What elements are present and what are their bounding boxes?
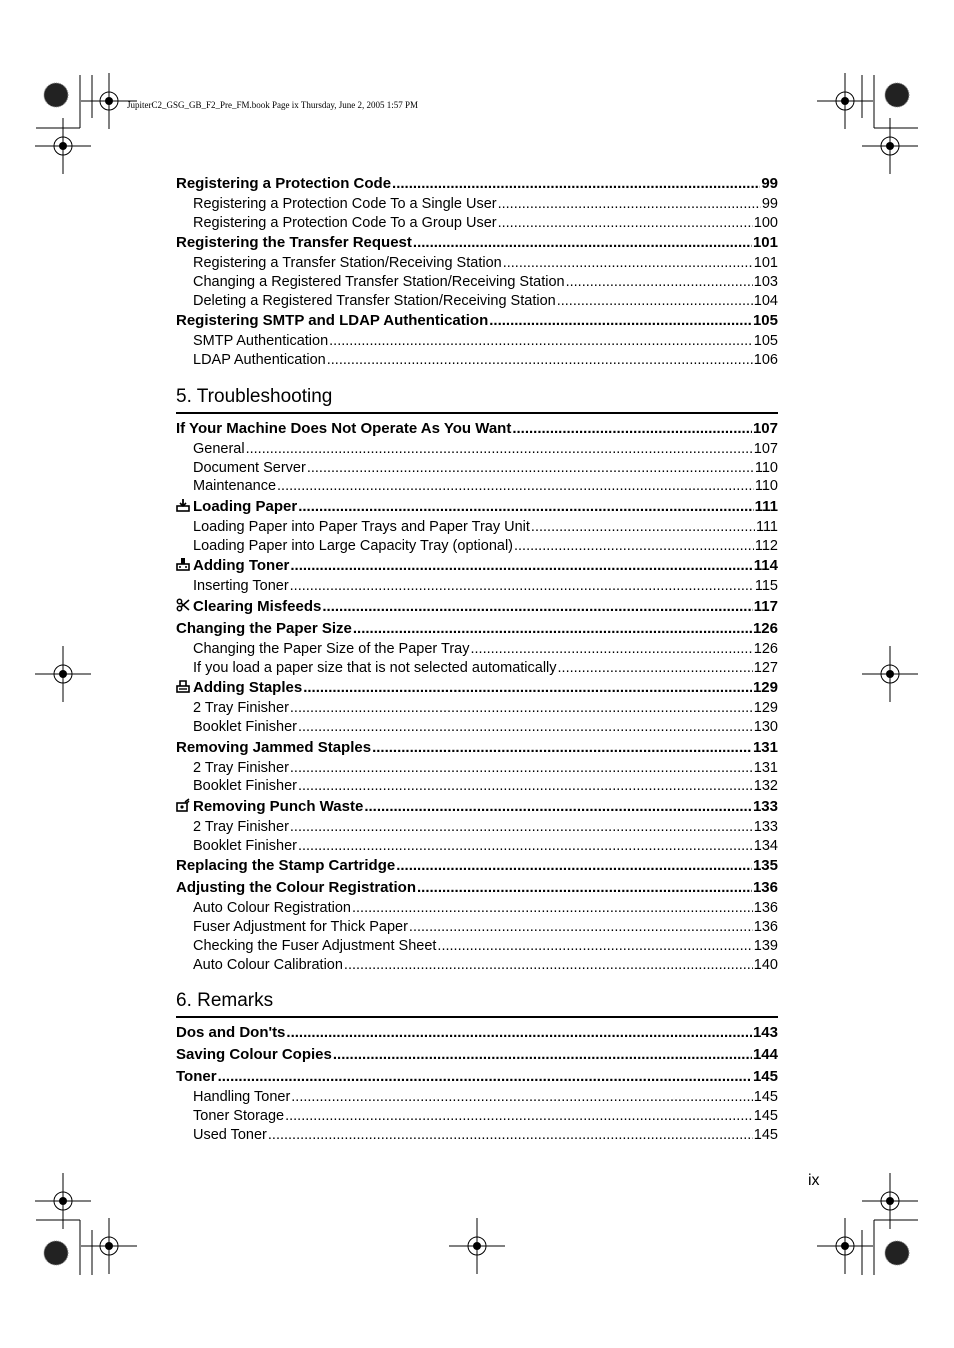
toc-title: Loading Paper into Paper Trays and Paper Tray Unit — [193, 518, 530, 535]
toc-page-number: 126 — [752, 619, 778, 637]
toc-title: Inserting Toner — [193, 578, 289, 595]
toc-subentry[interactable] — [176, 918, 778, 937]
toc-page-number: 139 — [753, 937, 778, 954]
dot-leader — [298, 837, 753, 856]
toc-title: Adding Toner — [193, 557, 290, 575]
toc-subentry[interactable] — [176, 459, 778, 478]
toc-entry[interactable] — [176, 173, 778, 195]
dot-leader — [514, 537, 754, 556]
dot-leader — [298, 777, 753, 796]
dot-leader — [344, 956, 753, 975]
toc-title: Maintenance — [193, 478, 277, 495]
toc-page-number: 131 — [752, 738, 778, 756]
toc-title: Loading Paper — [193, 497, 298, 515]
toc-title: Registering a Protection Code To a Single User — [193, 196, 497, 212]
toc-title: Toner Storage — [193, 1107, 285, 1124]
toc-page-number: 129 — [753, 700, 778, 717]
dot-leader — [307, 459, 754, 478]
toc-subentry[interactable] — [176, 518, 778, 537]
toc-entry[interactable] — [176, 677, 778, 699]
toc-title: Booklet Finisher — [193, 837, 297, 854]
toc-subentry[interactable] — [176, 292, 778, 311]
toc-title: Deleting a Registered Transfer Station/Receiving Station — [193, 292, 556, 309]
toc-title: Removing Jammed Staples — [176, 738, 372, 756]
toc-entry[interactable] — [176, 618, 778, 640]
toc-page-number: 117 — [753, 597, 778, 615]
dot-leader — [333, 1044, 752, 1066]
toc-page-number: 136 — [753, 919, 778, 936]
toc-page-number: 114 — [753, 557, 778, 575]
toc-title: Handling Toner — [193, 1089, 291, 1106]
dot-leader — [392, 173, 760, 195]
dot-leader — [503, 254, 753, 273]
toc-page-number: 99 — [761, 175, 778, 192]
toc-entry[interactable] — [176, 596, 778, 618]
dot-leader — [470, 640, 752, 659]
toc-entry[interactable] — [176, 877, 778, 899]
dot-leader — [322, 596, 752, 618]
toc-title: Adjusting the Colour Registration — [176, 879, 416, 897]
toc-page-number: 99 — [761, 196, 778, 212]
toc-title: General — [193, 440, 245, 457]
toc-subentry[interactable] — [176, 440, 778, 459]
toc-entry[interactable] — [176, 796, 778, 818]
dot-leader — [291, 1088, 753, 1107]
dot-leader — [329, 332, 753, 351]
toc-title: Fuser Adjustment for Thick Paper — [193, 919, 408, 936]
toc-entry[interactable] — [176, 310, 778, 332]
dot-leader — [290, 759, 753, 778]
toc-title: Registering SMTP and LDAP Authentication — [176, 312, 489, 330]
toc-title: Registering a Transfer Station/Receiving Station — [193, 255, 502, 272]
toc-subentry[interactable] — [176, 777, 778, 796]
toc-title: Replacing the Stamp Cartridge — [176, 857, 396, 875]
toc-title: Booklet Finisher — [193, 778, 297, 795]
toc-page-number: 111 — [754, 497, 778, 515]
toc-subentry[interactable] — [176, 351, 778, 370]
toc-subentry[interactable] — [176, 477, 778, 496]
toc-page-number: 136 — [752, 879, 778, 897]
dot-leader — [290, 577, 754, 596]
add-staples-icon — [176, 678, 190, 692]
toc-subentry[interactable] — [176, 214, 778, 233]
dot-leader — [498, 214, 753, 233]
dot-leader — [352, 899, 753, 918]
toc-entry[interactable] — [176, 1044, 778, 1066]
toc-title: Changing the Paper Size of the Paper Tray — [193, 640, 470, 657]
toc-page-number: 129 — [752, 679, 778, 697]
toc-subentry[interactable] — [176, 577, 778, 596]
toc-page-number: 140 — [753, 956, 778, 973]
toc-page-number: 145 — [752, 1068, 778, 1086]
dot-leader — [558, 659, 753, 678]
toc-page-number: 130 — [753, 719, 778, 735]
toc-title: Registering a Protection Code To a Group User — [193, 214, 497, 231]
toc-page-number: 135 — [752, 857, 778, 875]
toc-page-number: 101 — [752, 234, 778, 252]
toc-title: Dos and Don'ts — [176, 1024, 286, 1042]
toc-subentry[interactable] — [176, 956, 778, 975]
toc-page-number: 106 — [753, 352, 778, 369]
toc-subentry[interactable] — [176, 818, 778, 837]
chapter-heading: 6. Remarks — [176, 990, 778, 1018]
toc-title: Adding Staples — [193, 679, 303, 697]
toc-page-number: 131 — [753, 759, 778, 776]
toc-page-number: 145 — [753, 1126, 778, 1143]
dot-leader — [531, 518, 755, 537]
dot-leader — [353, 618, 752, 640]
toc-subentry[interactable] — [176, 195, 778, 214]
add-toner-icon — [176, 556, 190, 570]
dot-leader — [218, 1066, 752, 1088]
toc-subentry[interactable] — [176, 332, 778, 351]
toc-page-number: 143 — [752, 1024, 778, 1042]
toc-entry[interactable] — [176, 496, 778, 518]
dot-leader — [246, 440, 753, 459]
toc-page-number: 111 — [755, 518, 778, 535]
toc-title: Booklet Finisher — [193, 719, 297, 735]
toc-title: LDAP Authentication — [193, 352, 326, 369]
dot-leader — [512, 418, 752, 440]
table-of-contents — [176, 173, 778, 1144]
toc-page-number: 145 — [753, 1089, 778, 1106]
dot-leader — [437, 937, 752, 956]
load-paper-icon — [176, 497, 190, 511]
dot-leader — [413, 232, 752, 254]
punch-waste-icon — [176, 797, 190, 811]
toc-page-number: 110 — [754, 459, 778, 476]
toc-page-number: 104 — [753, 292, 778, 309]
toc-entry[interactable] — [176, 855, 778, 877]
toc-page-number: 112 — [754, 537, 778, 554]
toc-page-number: 133 — [752, 798, 778, 816]
chapter-heading: 5. Troubleshooting — [176, 386, 778, 414]
toc-title: Changing a Registered Transfer Station/Receiving Station — [193, 274, 565, 291]
dot-leader — [396, 855, 752, 877]
dot-leader — [489, 310, 752, 332]
toc-page-number: 107 — [753, 440, 778, 457]
toc-title: Auto Colour Calibration — [193, 956, 343, 973]
dot-leader — [298, 718, 753, 737]
toc-title: Changing the Paper Size — [176, 619, 352, 637]
toc-subentry[interactable] — [176, 537, 778, 556]
toc-title: Clearing Misfeeds — [193, 597, 322, 615]
toc-title: Toner — [176, 1068, 217, 1086]
toc-page-number: 115 — [754, 578, 778, 595]
toc-title: Registering a Protection Code — [176, 175, 392, 192]
dot-leader — [498, 195, 761, 214]
toc-title: Saving Colour Copies — [176, 1046, 332, 1064]
toc-title: Used Toner — [193, 1126, 267, 1143]
toc-page-number: 110 — [754, 478, 778, 495]
toc-page-number: 145 — [753, 1107, 778, 1124]
dot-leader — [290, 699, 753, 718]
toc-entry[interactable] — [176, 1022, 778, 1044]
dot-leader — [277, 477, 754, 496]
toc-page-number: 103 — [753, 274, 778, 291]
toc-entry[interactable] — [176, 232, 778, 254]
dot-leader — [372, 737, 752, 759]
toc-subentry[interactable] — [176, 1107, 778, 1126]
dot-leader — [364, 796, 752, 818]
toc-title: Document Server — [193, 459, 306, 476]
toc-title: SMTP Authentication — [193, 333, 329, 350]
toc-subentry[interactable] — [176, 899, 778, 918]
toc-page-number: 136 — [753, 900, 778, 917]
toc-title: Removing Punch Waste — [193, 798, 364, 816]
toc-subentry[interactable] — [176, 699, 778, 718]
toc-page-number: 105 — [753, 333, 778, 350]
dot-leader — [286, 1022, 752, 1044]
toc-page-number: 132 — [753, 778, 778, 795]
toc-page-number: 127 — [753, 659, 778, 676]
toc-entry[interactable] — [176, 1066, 778, 1088]
toc-subentry[interactable] — [176, 1088, 778, 1107]
toc-title: Checking the Fuser Adjustment Sheet — [193, 937, 437, 954]
toc-title: 2 Tray Finisher — [193, 819, 289, 836]
toc-page-number: 107 — [752, 419, 778, 437]
dot-leader — [285, 1107, 753, 1126]
toc-title: 2 Tray Finisher — [193, 700, 289, 717]
toc-subentry[interactable] — [176, 718, 778, 737]
toc-subentry[interactable] — [176, 837, 778, 856]
toc-title: If Your Machine Does Not Operate As You Want — [176, 419, 512, 437]
dot-leader — [290, 555, 752, 577]
toc-subentry[interactable] — [176, 254, 778, 273]
page-number: ix — [808, 1172, 820, 1189]
misfeed-icon — [176, 597, 190, 611]
toc-title: Auto Colour Registration — [193, 900, 351, 917]
toc-page-number: 105 — [752, 312, 778, 330]
dot-leader — [290, 818, 753, 837]
dot-leader — [298, 496, 753, 518]
dot-leader — [566, 273, 753, 292]
toc-subentry[interactable] — [176, 1126, 778, 1145]
toc-entry[interactable] — [176, 418, 778, 440]
dot-leader — [303, 677, 752, 699]
toc-page-number: 134 — [753, 837, 778, 854]
toc-title: 2 Tray Finisher — [193, 759, 289, 776]
toc-subentry[interactable] — [176, 937, 778, 956]
toc-page-number: 126 — [753, 640, 778, 657]
toc-entry[interactable] — [176, 555, 778, 577]
toc-page-number: 133 — [753, 819, 778, 836]
dot-leader — [417, 877, 752, 899]
dot-leader — [557, 292, 753, 311]
toc-page-number: 144 — [752, 1046, 778, 1064]
dot-leader — [327, 351, 753, 370]
toc-page-number: 101 — [753, 255, 778, 272]
book-header-note: JupiterC2_GSG_GB_F2_Pre_FM.book Page ix Thursday, June 2, 2005 1:57 PM — [127, 100, 419, 110]
toc-title: Loading Paper into Large Capacity Tray (optional) — [193, 537, 513, 554]
toc-subentry[interactable] — [176, 640, 778, 659]
toc-title: Registering the Transfer Request — [176, 234, 412, 252]
toc-entry[interactable] — [176, 737, 778, 759]
toc-subentry[interactable] — [176, 659, 778, 678]
dot-leader — [268, 1126, 753, 1145]
toc-subentry[interactable] — [176, 273, 778, 292]
toc-subentry[interactable] — [176, 759, 778, 778]
toc-title: If you load a paper size that is not selected automatically — [193, 659, 557, 676]
toc-page-number: 100 — [753, 214, 778, 231]
dot-leader — [409, 918, 753, 937]
